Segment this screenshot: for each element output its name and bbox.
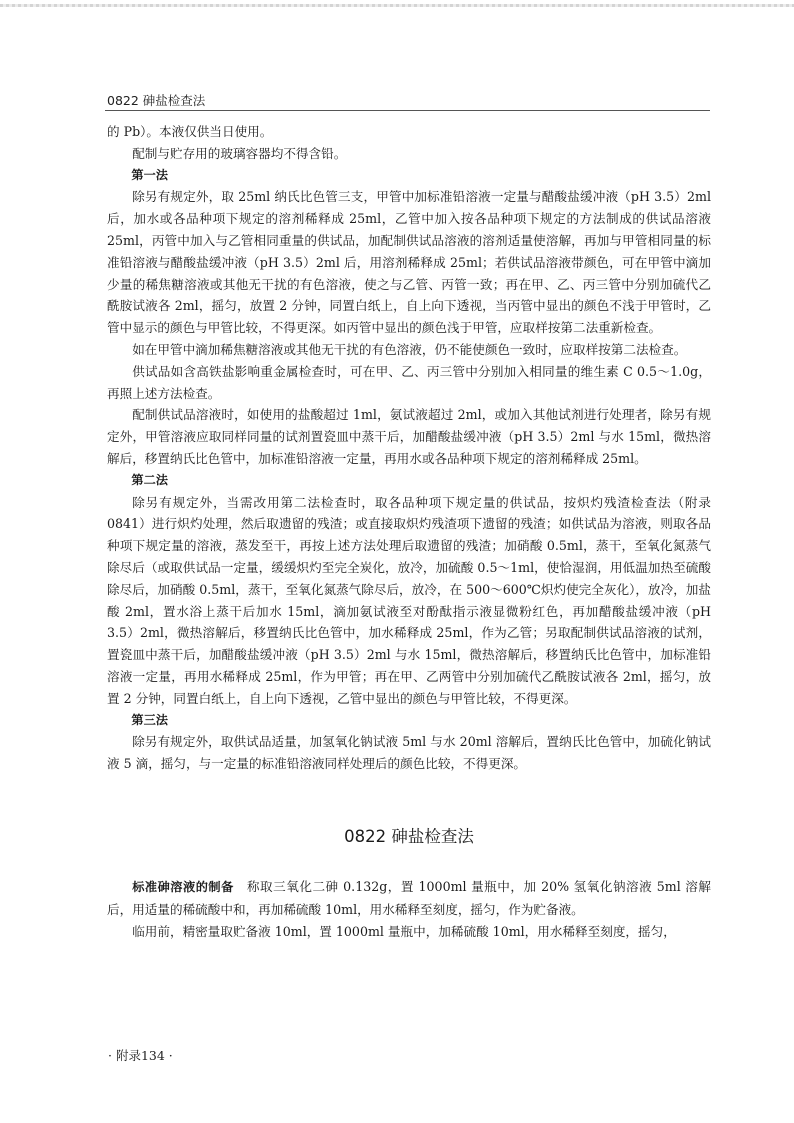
paragraph: 除另有规定外，取 25ml 纳氏比色管三支，甲管中加标准铅溶液一定量与醋酸盐缓冲液（pH 3.5）2ml 后，加水或各品种项下规定的溶剂稀释成 25ml，乙管中加入按各品种项下规定的方法制成的供试品溶液 25ml，丙管中加入与乙管相同重量的供试品，加配制供试品溶液的溶剂适量使溶解，再加与甲管相同量的标准铅溶液与醋酸盐缓冲液（pH 3.5）2ml 后，用溶剂稀释成 25ml；若供试品溶液带颜色，可在甲管中滴加少量的稀焦糖溶液或其他无干扰的有色溶液，使之与乙管、丙管一致；再在甲、乙、丙三管中分别加硫代乙酰胺试液各 2ml，摇匀，放置 2 分钟，同置白纸上，自上向下透视，当丙管中显出的颜色不浅于甲管时，乙管中显示的颜色与甲管比较，不得更深。如丙管中显出的颜色浅于甲管，应取样按第二法重新检查。	[107, 189, 711, 336]
paragraph: 临用前，精密量取贮备液 10ml，置 1000ml 量瓶中，加稀硫酸 10ml，用水稀释至刻度，摇匀，	[132, 923, 676, 939]
header-rule	[105, 110, 710, 111]
method3-heading: 第三法	[131, 712, 168, 727]
method2-heading: 第二法	[131, 472, 168, 487]
running-header: 0822 砷盐检查法	[107, 93, 206, 108]
page-top-edge	[0, 4, 794, 7]
paragraph: 配制供试品溶液时，如使用的盐酸超过 1ml，氨试液超过 2ml，或加入其他试剂进行处理者，除另有规定外，甲管溶液应取同样同量的试剂置瓷皿中蒸干后，加醋酸盐缓冲液（pH 3.5）2ml 与水 15ml，微热溶解后，移置纳氏比色管中，加标准铅溶液一定量，再用水或各品种项下规定的溶剂稀释成 25ml。	[107, 407, 711, 466]
paragraph: 供试品如含高铁盐影响重金属检查时，可在甲、乙、丙三管中分别加入相同量的维生素 C 0.5～1.0g，再照上述方法检查。	[107, 363, 711, 401]
section-title: 0822 砷盐检查法	[344, 826, 474, 846]
paragraph: 除另有规定外，取供试品适量，加氢氧化钠试液 5ml 与水 20ml 溶解后，置纳氏比色管中，加硫化钠试液 5 滴，摇匀，与一定量的标准铅溶液同样处理后的颜色比较，不得更深。	[107, 734, 711, 772]
method1-heading: 第一法	[131, 167, 168, 182]
paragraph	[107, 876, 711, 921]
page-body	[107, 121, 711, 942]
lead-text: 称取三氧化二砷 0.132g，置 1000ml 量瓶中，加 20% 氢氧化钠溶液 5ml 溶解后，用适量的稀硫酸中和，再加稀硫酸 10ml，用水稀释至刻度，摇匀，作为贮备液。	[107, 878, 711, 917]
paragraph: 配制与贮存用的玻璃容器均不得含铅。	[132, 145, 347, 161]
paragraph: 除另有规定外，当需改用第二法检查时，取各品种项下规定量的供试品，按炽灼残渣检查法（附录 0841）进行炽灼处理，然后取遗留的残渣；或直接取炽灼残渣项下遗留的残渣；如供试品为溶液，则取各品种项下规定量的溶液，蒸发至干，再按上述方法处理后取遗留的残渣；加硝酸 0.5ml，蒸干，至氧化氮蒸气除尽后（或取供试品一定量，缓缓炽灼至完全炭化，放冷，加硫酸 0.5～1ml，使恰湿润，用低温加热至硫酸除尽后，加硝酸 0.5ml，蒸干，至氧化氮蒸气除尽后，放冷，在 500～600℃炽灼使完全灰化），放冷，加盐酸 2ml，置水浴上蒸干后加水 15ml，滴加氨试液至对酚酞指示液显微粉红色，再加醋酸盐缓冲液（pH 3.5）2ml，微热溶解后，移置纳氏比色管中，加水稀释成 25ml，作为乙管；另取配制供试品溶液的试剂，置瓷皿中蒸干后，加醋酸盐缓冲液（pH 3.5）2ml 与水 15ml，微热溶解后，移置纳氏比色管中，加标准铅溶液一定量，再用水稀释成 25ml，作为甲管；再在甲、乙两管中分别加硫代乙酰胺试液各 2ml，摇匀，放置 2 分钟，同置白纸上，自上向下透视，乙管中显出的颜色与甲管比较，不得更深。	[107, 494, 711, 706]
lead-label: 标准砷溶液的制备	[132, 879, 234, 894]
paragraph: 如在甲管中滴加稀焦糖溶液或其他无干扰的有色溶液，仍不能使颜色一致时，应取样按第二法检查。	[132, 341, 687, 357]
page-footer: · 附录134 ·	[108, 1048, 173, 1063]
paragraph: 的 Pb）。本液仅供当日使用。	[107, 124, 273, 139]
